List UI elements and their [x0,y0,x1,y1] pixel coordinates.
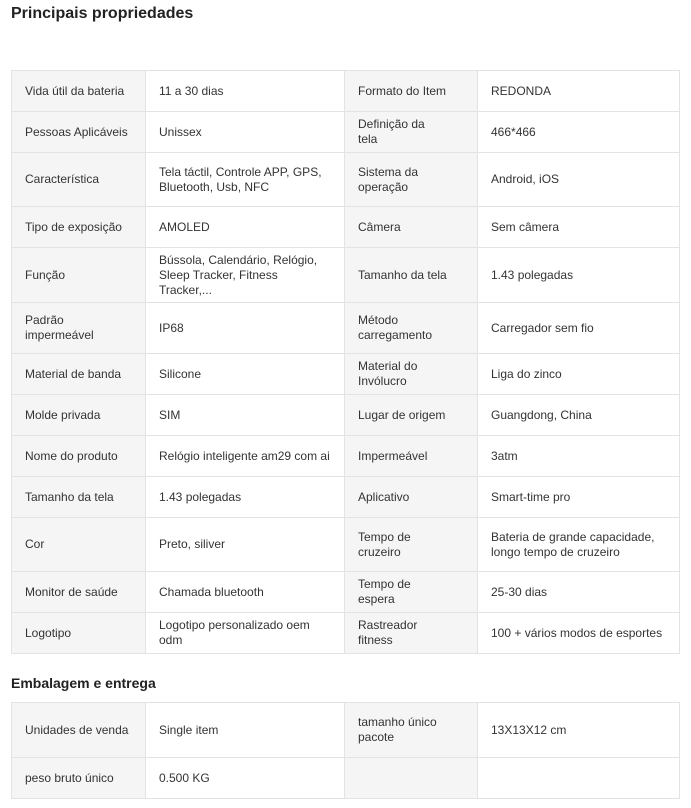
properties-row [12,207,680,248]
property-label: Rastreador fitness [345,613,478,654]
property-label: Logotipo [12,613,146,654]
property-label: Definição da tela [345,112,478,153]
packaging-table [11,702,680,799]
properties-row [12,248,680,303]
property-value: Logotipo personalizado oem odm [146,613,345,654]
property-label: Nome do produto [12,436,146,477]
property-label [345,758,478,799]
property-label: Tipo de exposição [12,207,146,248]
property-value: 3atm [478,436,680,477]
property-label: Função [12,248,146,303]
property-value: 1.43 polegadas [478,248,680,303]
property-value: REDONDA [478,71,680,112]
property-label: tamanho único pacote [345,703,478,758]
packaging-section-title: Embalagem e entrega [11,675,156,691]
property-label: Tamanho da tela [12,477,146,518]
page-title: Principais propriedades [11,5,194,22]
property-value: 0.500 KG [146,758,345,799]
property-label: Tamanho da tela [345,248,478,303]
property-value: Carregador sem fio [478,303,680,354]
properties-row [12,153,680,207]
property-label: Pessoas Aplicáveis [12,112,146,153]
property-label: Aplicativo [345,477,478,518]
property-label: Molde privada [12,395,146,436]
property-label: Característica [12,153,146,207]
property-label: Câmera [345,207,478,248]
property-value: Bússola, Calendário, Relógio, Sleep Tracker, Fitness Tracker,... [146,248,345,303]
property-value: 25-30 dias [478,572,680,613]
property-label: Impermeável [345,436,478,477]
packaging-row [12,758,680,799]
property-value: 11 a 30 dias [146,71,345,112]
properties-row [12,112,680,153]
property-value: Sem câmera [478,207,680,248]
property-label: Tempo de cruzeiro [345,518,478,572]
property-label: Vida útil da bateria [12,71,146,112]
property-value: SIM [146,395,345,436]
property-value: 466*466 [478,112,680,153]
property-label: Material do Invólucro [345,354,478,395]
property-value: Tela táctil, Controle APP, GPS, Bluetooth, Usb, NFC [146,153,345,207]
property-value: 100 + vários modos de esportes [478,613,680,654]
properties-row [12,572,680,613]
property-value: Preto, siliver [146,518,345,572]
packaging-row [12,703,680,758]
property-value: Silicone [146,354,345,395]
property-value: Android, iOS [478,153,680,207]
property-label: Monitor de saúde [12,572,146,613]
property-label: Material de banda [12,354,146,395]
property-value: Smart-time pro [478,477,680,518]
property-value: Single item [146,703,345,758]
properties-row [12,613,680,654]
properties-table [11,70,680,654]
property-label: Sistema da operação [345,153,478,207]
property-value: AMOLED [146,207,345,248]
properties-row [12,518,680,572]
property-value: Guangdong, China [478,395,680,436]
property-value: Chamada bluetooth [146,572,345,613]
property-label: Cor [12,518,146,572]
property-label: Tempo de espera [345,572,478,613]
properties-row [12,303,680,354]
property-label: Unidades de venda [12,703,146,758]
properties-row [12,436,680,477]
property-label: peso bruto único [12,758,146,799]
properties-row [12,395,680,436]
property-value: 1.43 polegadas [146,477,345,518]
property-value: Unissex [146,112,345,153]
properties-row [12,354,680,395]
property-value: 13X13X12 cm [478,703,680,758]
property-value [478,758,680,799]
property-value: IP68 [146,303,345,354]
properties-row [12,477,680,518]
property-value: Liga do zinco [478,354,680,395]
properties-row [12,71,680,112]
property-label: Lugar de origem [345,395,478,436]
property-value: Bateria de grande capacidade, longo tempo de cruzeiro [478,518,680,572]
property-label: Método carregamento [345,303,478,354]
property-label: Formato do Item [345,71,478,112]
property-label: Padrão impermeável [12,303,146,354]
property-value: Relógio inteligente am29 com ai [146,436,345,477]
